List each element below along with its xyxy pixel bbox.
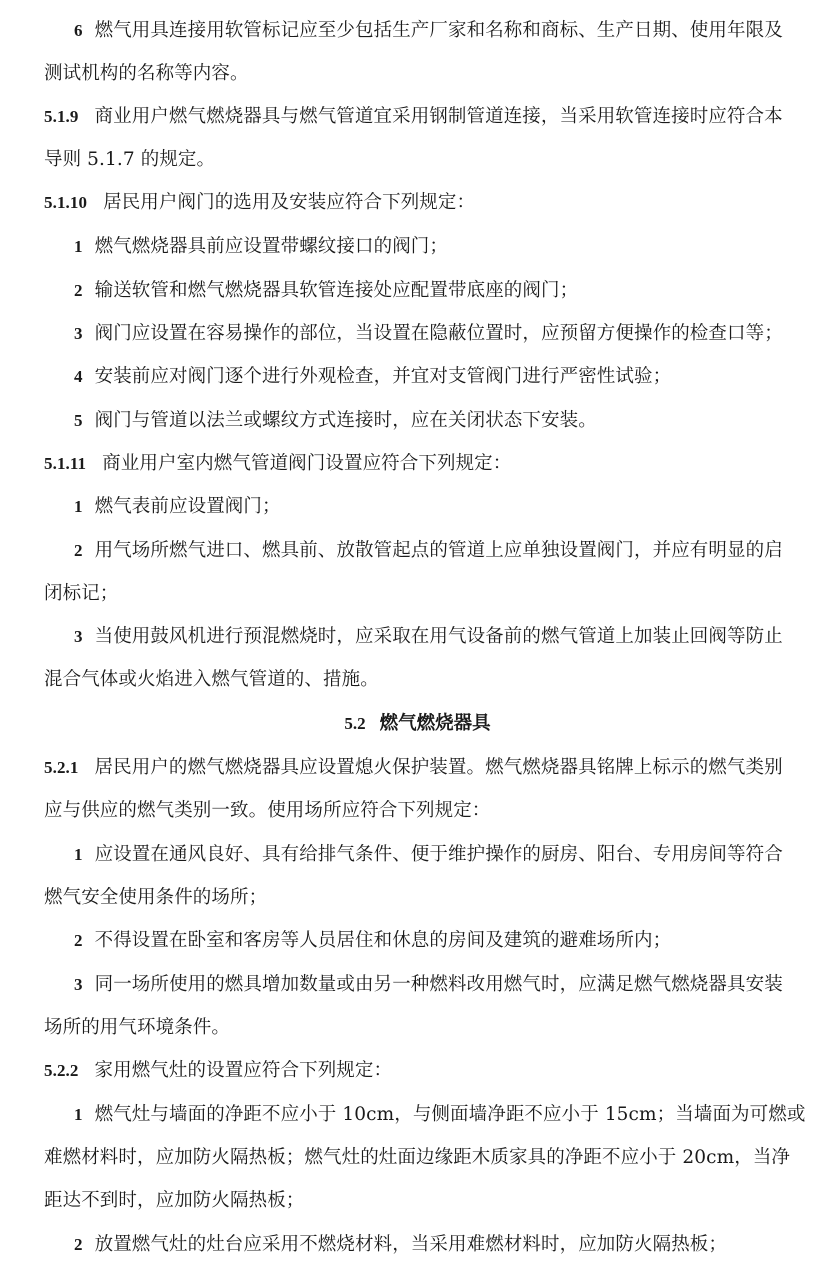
item-text: 用气场所燃气进口、燃具前、放散管起点的管道上应单独设置阀门，并应有明显的启 [94,540,783,561]
item-text: 燃气表前应设置阀门； [94,496,281,517]
item-text: 燃气用具连接用软管标记应至少包括生产厂家和名称和商标、生产日期、使用年限及 [94,20,783,41]
list-item [0,494,835,520]
item-continuation: 闭标记； [44,583,119,604]
clause-number: 5.2.2 [44,1061,79,1080]
item-continuation: 难燃材料时，应加防火隔热板；燃气灶的灶面边缘距木质家具的净距不应小于 20cm，当净 [44,1147,791,1168]
list-item [0,842,835,868]
item-text: 阀门应设置在容易操作的部位，当设置在隐蔽位置时，应预留方便操作的检查口等； [94,323,783,344]
item-continuation: 燃气安全使用条件的场所； [44,887,268,908]
list-item [0,234,835,260]
item-text: 燃气灶与墙面的净距不应小于 10cm，与侧面墙净距不应小于 15cm；当墙面为可燃或 [94,1104,806,1125]
list-item [0,364,835,390]
item-number: 1 [74,237,83,256]
clause-text: 居民用户阀门的选用及安装应符合下列规定： [103,192,476,213]
item-text: 放置燃气灶的灶台应采用不燃烧材料，当采用难燃材料时，应加防火隔热板； [94,1234,728,1255]
clause-continuation: 导则 5.1.7 的规定。 [44,149,216,170]
item-number: 6 [74,21,83,40]
list-item [0,278,835,304]
item-continuation: 测试机构的名称等内容。 [44,63,249,84]
item-text: 阀门与管道以法兰或螺纹方式连接时，应在关闭状态下安装。 [94,410,597,431]
clause-number: 5.1.11 [44,454,87,473]
item-number: 3 [74,324,83,343]
clause-text: 商业用户室内燃气管道阀门设置应符合下列规定： [102,453,512,474]
clause-5-1-10 [0,190,835,216]
clause-5-1-11 [0,451,835,477]
list-item [0,1102,835,1128]
item-number: 1 [74,1105,83,1124]
clause-5-2-2 [0,1058,835,1084]
clause-number: 5.1.10 [44,193,88,212]
list-item [0,1232,835,1258]
item-number: 2 [74,931,83,950]
item-number: 3 [74,975,83,994]
item-text: 不得设置在卧室和客房等人员居住和休息的房间及建筑的避难场所内； [94,930,672,951]
list-item [0,321,835,347]
item-number: 5 [74,411,83,430]
list-item [0,18,835,44]
item-text: 输送软管和燃气燃烧器具软管连接处应配置带底座的阀门； [94,280,579,301]
list-item [0,928,835,954]
item-text: 燃气燃烧器具前应设置带螺纹接口的阀门； [94,236,449,257]
item-number: 2 [74,1235,83,1254]
section-title: 燃气燃烧器具 [379,713,491,734]
item-number: 3 [74,627,83,646]
clause-text: 商业用户燃气燃烧器具与燃气管道宜采用钢制管道连接，当采用软管连接时应符合本 [94,106,783,127]
section-heading [0,711,835,737]
clause-number: 5.1.9 [44,107,79,126]
list-item [0,538,835,564]
item-text: 应设置在通风良好、具有给排气条件、便于维护操作的厨房、阳台、专用房间等符合 [94,844,783,865]
item-text: 安装前应对阀门逐个进行外观检查，并宜对支管阀门进行严密性试验； [94,366,672,387]
item-continuation: 距达不到时，应加防火隔热板； [44,1190,305,1211]
item-continuation: 混合气体或火焰进入燃气管道的、措施。 [44,669,379,690]
list-item [0,624,835,650]
item-number: 2 [74,281,83,300]
clause-5-2-1 [0,755,835,781]
clause-number: 5.2.1 [44,758,79,777]
clause-text: 居民用户的燃气燃烧器具应设置熄火保护装置。燃气燃烧器具铭牌上标示的燃气类别 [94,757,783,778]
clause-text: 家用燃气灶的设置应符合下列规定： [94,1060,393,1081]
item-number: 1 [74,497,83,516]
item-number: 2 [74,541,83,560]
item-continuation: 场所的用气环境条件。 [44,1017,231,1038]
list-item [0,408,835,434]
list-item [0,972,835,998]
section-number: 5.2 [344,714,366,733]
item-text: 当使用鼓风机进行预混燃烧时，应采取在用气设备前的燃气管道上加装止回阀等防止 [94,626,783,647]
item-number: 4 [74,367,83,386]
item-number: 1 [74,845,83,864]
clause-5-1-9 [0,104,835,130]
clause-continuation: 应与供应的燃气类别一致。使用场所应符合下列规定： [44,800,491,821]
item-text: 同一场所使用的燃具增加数量或由另一种燃料改用燃气时，应满足燃气燃烧器具安装 [94,974,783,995]
